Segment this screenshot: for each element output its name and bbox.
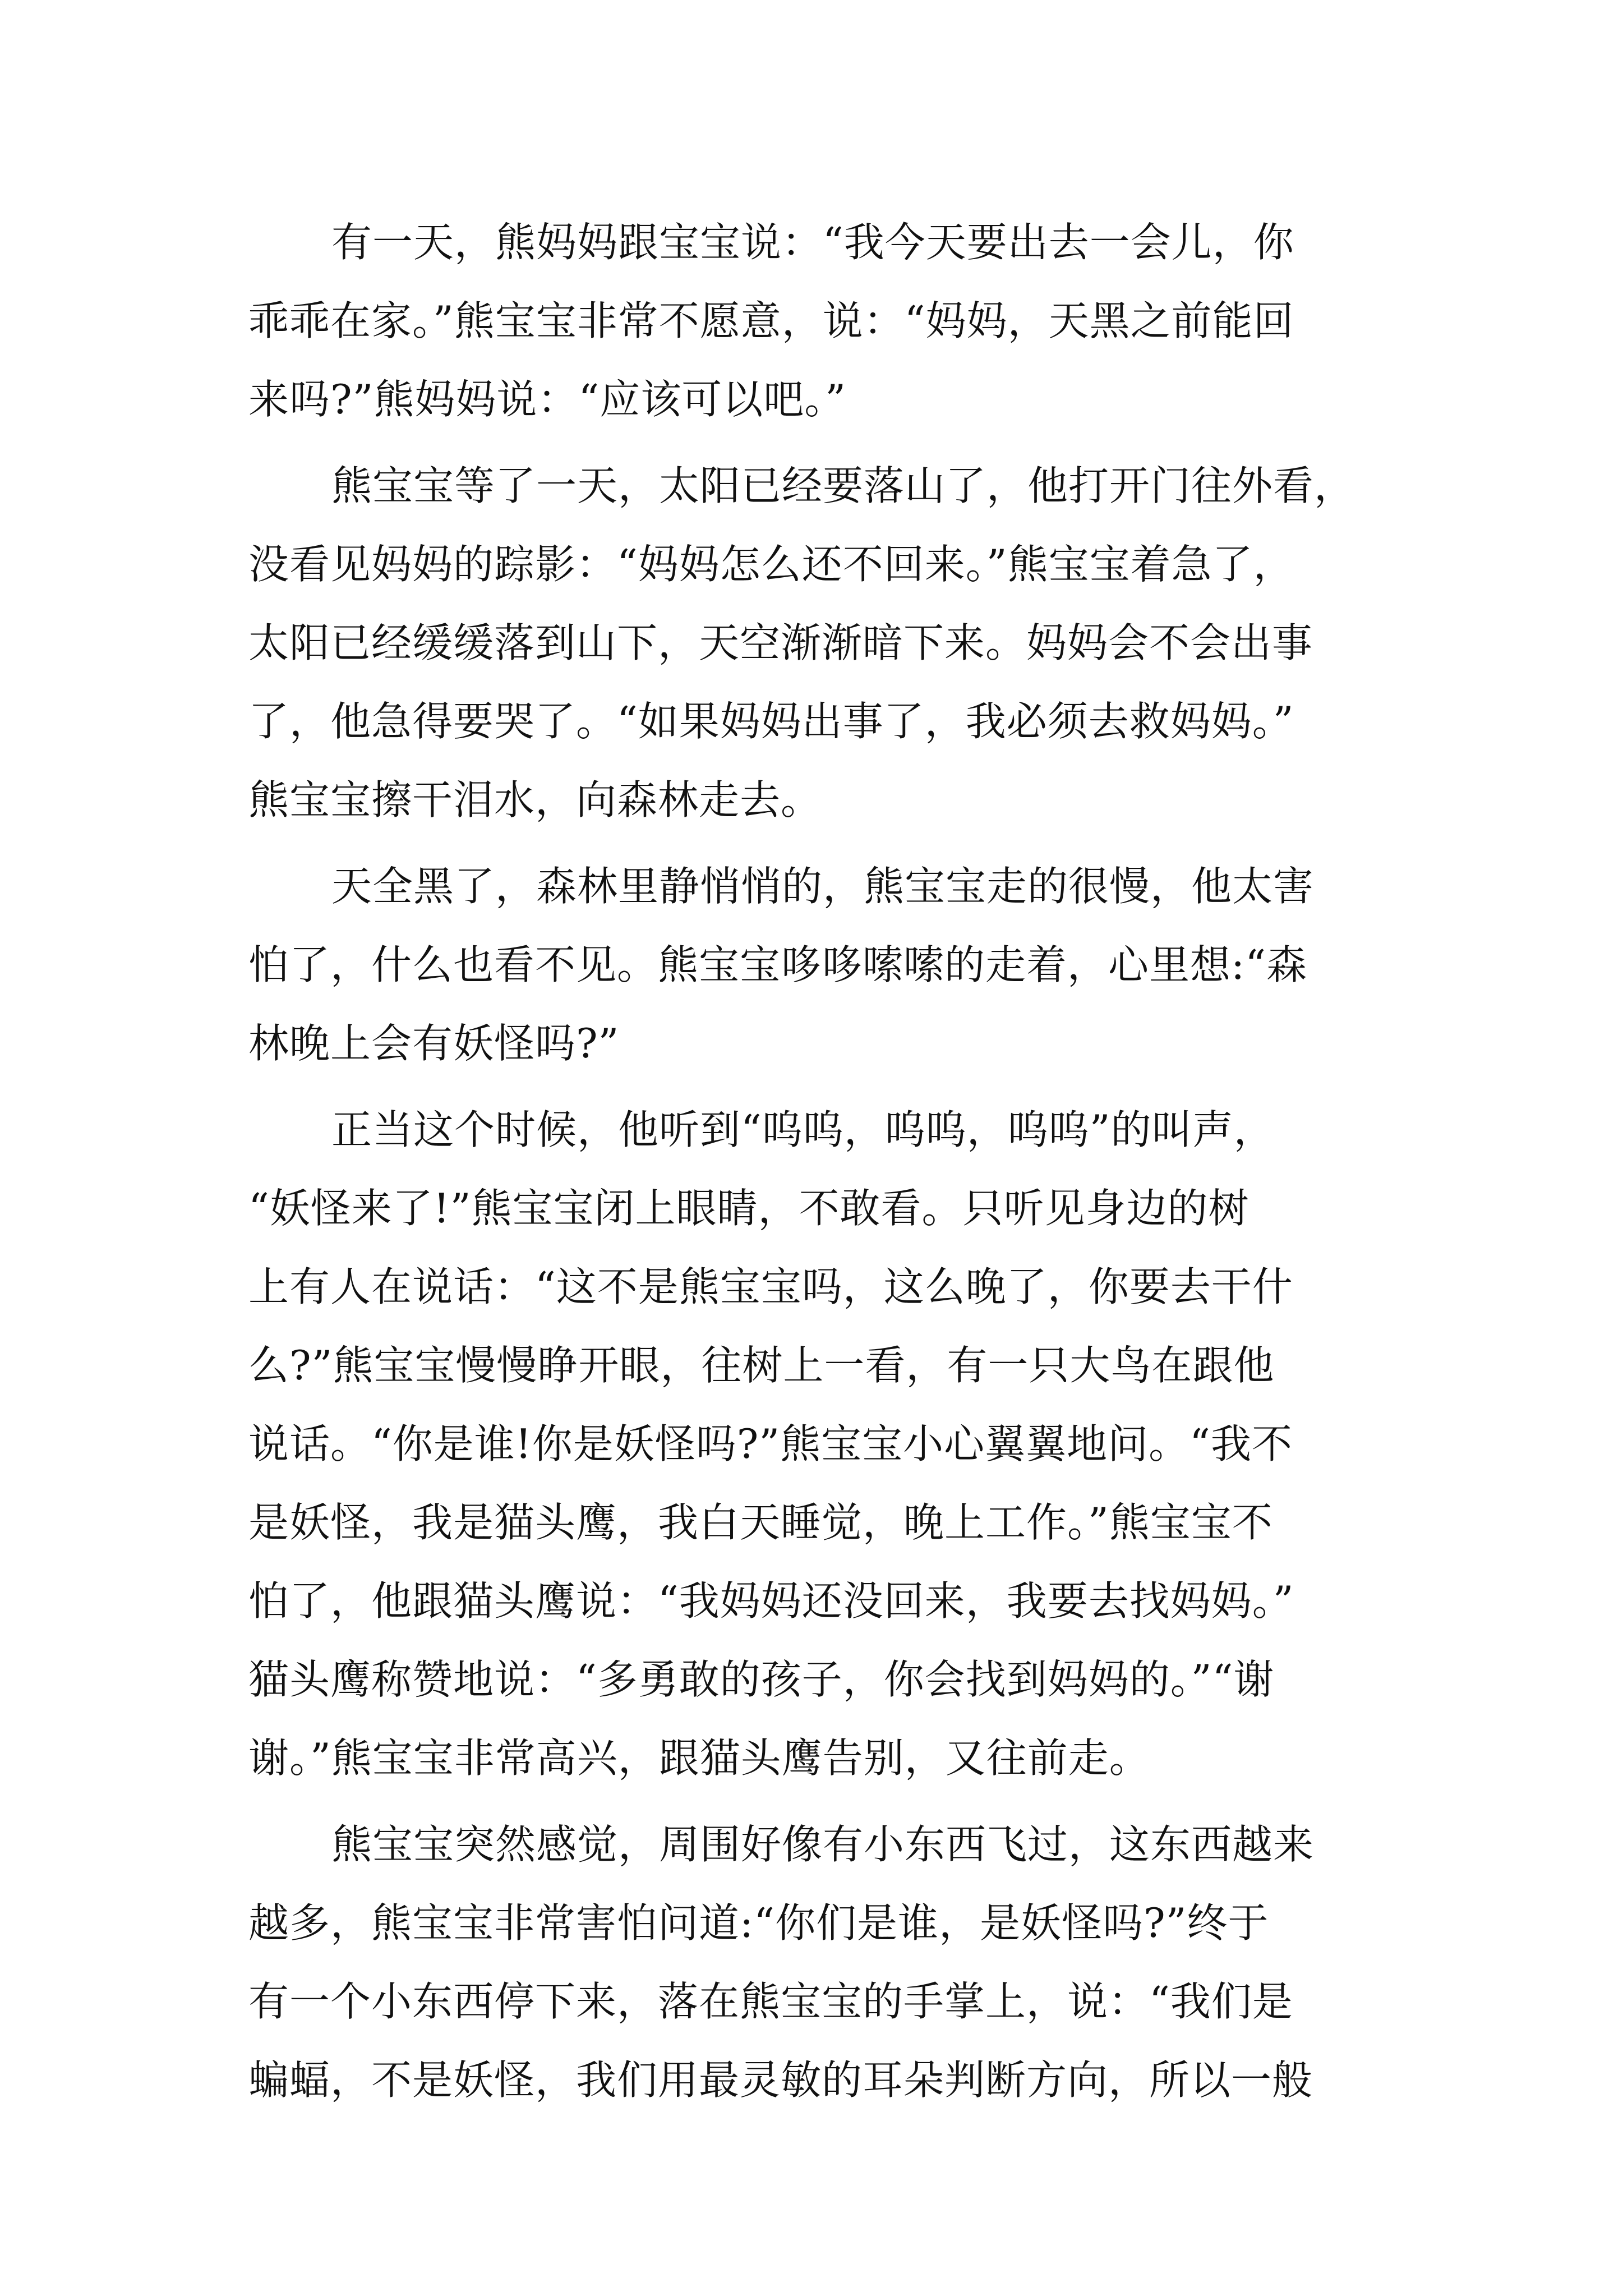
text-line: 怕了，什么也看不见。熊宝宝哆哆嗦嗦的走着，心里想:“森 bbox=[248, 941, 1308, 988]
text-line: 来吗?”熊妈妈说：“应该可以吧。” bbox=[248, 376, 847, 423]
document-body bbox=[248, 203, 1381, 2127]
text-line: 没看见妈妈的踪影：“妈妈怎么还不回来。”熊宝宝着急了， bbox=[248, 541, 1294, 588]
text-line: 天全黑了，森林里静悄悄的，熊宝宝走的很慢，他太害 bbox=[331, 863, 1315, 910]
text-line: 越多，熊宝宝非常害怕问道:“你们是谁，是妖怪吗?”终于 bbox=[248, 1899, 1269, 1947]
text-line: 是妖怪，我是猫头鹰，我白天睡觉，晚上工作。”熊宝宝不 bbox=[248, 1499, 1273, 1546]
text-line: 么?”熊宝宝慢慢睁开眼，往树上一看，有一只大鸟在跟他 bbox=[248, 1342, 1275, 1389]
paragraph-1 bbox=[248, 203, 1381, 439]
text-line: 怕了，他跟猫头鹰说：“我妈妈还没回来，我要去找妈妈。” bbox=[248, 1577, 1294, 1625]
text-line: 上有人在说话：“这不是熊宝宝吗，这么晚了，你要去干什 bbox=[248, 1263, 1293, 1310]
paragraph-3 bbox=[248, 847, 1381, 1083]
paragraph-4 bbox=[248, 1091, 1381, 1797]
text-line: 熊宝宝等了一天，太阳已经要落山了，他打开门往外看， bbox=[331, 462, 1355, 509]
text-line: 熊宝宝突然感觉，周围好像有小东西飞过，这东西越来 bbox=[331, 1821, 1315, 1868]
text-line: 正当这个时候，他听到“呜呜，呜呜，呜呜”的叫声， bbox=[331, 1106, 1275, 1153]
text-line: 太阳已经缓缓落到山下，天空渐渐暗下来。妈妈会不会出事 bbox=[248, 619, 1313, 666]
paragraph-2 bbox=[248, 447, 1381, 839]
text-line: 猫头鹰称赞地说：“多勇敢的孩子，你会找到妈妈的。”“谢 bbox=[248, 1656, 1275, 1703]
text-line: 林晚上会有妖怪吗?” bbox=[248, 1020, 620, 1067]
text-line: 谢。”熊宝宝非常高兴，跟猫头鹰告别，又往前走。 bbox=[248, 1734, 1150, 1782]
text-line: 了，他急得要哭了。“如果妈妈出事了，我必须去救妈妈。” bbox=[248, 698, 1294, 745]
text-line: 说话。“你是谁!你是妖怪吗?”熊宝宝小心翼翼地问。“我不 bbox=[248, 1420, 1293, 1467]
text-line: “妖怪来了!”熊宝宝闭上眼睛，不敢看。只听见身边的树 bbox=[248, 1185, 1249, 1232]
text-line: 有一个小东西停下来，落在熊宝宝的手掌上，说：“我们是 bbox=[248, 1978, 1293, 2025]
text-line: 熊宝宝擦干泪水，向森林走去。 bbox=[248, 776, 822, 823]
text-line: 蝙蝠，不是妖怪，我们用最灵敏的耳朵判断方向，所以一般 bbox=[248, 2056, 1313, 2104]
paragraph-5 bbox=[248, 1805, 1381, 2119]
text-line: 有一天，熊妈妈跟宝宝说：“我今天要出去一会儿，你 bbox=[331, 219, 1294, 266]
text-line: 乖乖在家。”熊宝宝非常不愿意，说：“妈妈，天黑之前能回 bbox=[248, 297, 1294, 344]
